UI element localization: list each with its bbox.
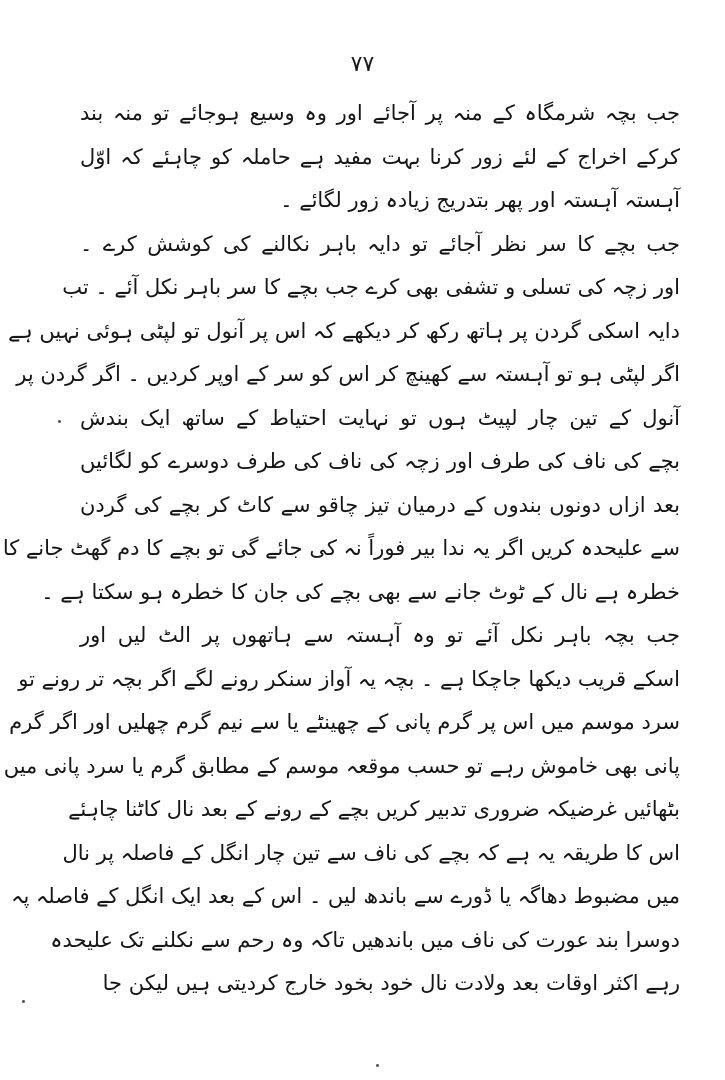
text-line: سرد موسم میں اس پر گرم پانی کے چھینٹے یا سے نیم گرم چھلیں اور اگر گرم [9,710,680,734]
scan-speck [22,1000,25,1003]
text-line: اگر لپٹی ہو تو آہستہ سے کھینچ کر اس کو سر کے اوپر کردیں ۔ اگر گردن پر [16,362,680,386]
text-line: سے علیحدہ کریں اگر یہ ندا بیر فوراً نہ کی جائے گی تو بچے کا دم گھٹ جانے کا [2,536,680,560]
text-line: کرکے اخراج کے لئے زور کرنا بہت مفید ہے حاملہ کو چاہئے کہ اوّل [80,144,680,169]
text-line: اس کا طریقہ یہ ہے کہ بچے کی ناف سے تین چار انگل کے فاصلہ پر نال [62,840,680,865]
text-line: میں مضبوط دھاگہ یا ڈورے سے باندھ لیں ۔ اس کے بعد ایک انگل کے فاصلہ پہ [11,884,680,908]
text-line: اور زچہ کی تسلی و تشفی بھی کرے جب بچے کا سر باہر نکل آئے ۔ تب [62,275,680,299]
handwritten-text-body [2,92,680,1006]
text-line: اسکے قریب دیکھا جاچکا ہے ۔ بچہ یہ آواز سنکر رونے لگے اگر بچہ تر رونے تو [18,666,680,691]
text-line: رہے اکثر اوقات بعد ولادت نال خود بخود خارج کردیتی ہیں لیکن جا [102,971,680,995]
text-line: دوسرا بند عورت کی ناف میں باندھیں تاکہ وہ رحم سے نکلنے تک علیحدہ [50,927,680,952]
text-line: جب بچہ باہر نکل آئے تو وہ آہستہ سے ہاتھوں پر الٹ لیں اور [80,623,680,647]
scan-speck [58,420,61,423]
text-line: بچے کی ناف کی طرف اور زچہ کی ناف کی طرف دوسرے کو لگائیں [80,449,680,473]
scan-speck [376,1064,379,1067]
text-line: بٹھائیں غرضیکہ ضروری تدبیر کریں بچے کے رونے کے بعد نال کاٹنا چاہئے [68,797,680,821]
page-number: ۷۷ [350,52,375,77]
text-line: آہستہ آہستہ اور پھر بتدریج زیادہ زور لگائے ۔ [280,188,680,212]
text-line: آنول کے تین چار لپیٹ ہوں تو نہایت احتیاط کے ساتھ ایک بندش [80,405,680,430]
text-line: بعد ازاں دونوں بندوں کے درمیان تیز چاقو سے کاٹ کر بچے کی گردن [80,492,680,517]
text-line: دایہ اسکی گردن پر ہاتھ رکھ کر دیکھے کہ اس پر آنول تو لپٹی ہوئی نہیں ہے [8,318,680,343]
text-line: پانی بھی خاموش رہے تو حسب موقعہ موسم کے مطابق گرم یا سرد پانی میں [3,753,680,778]
text-line: جب بچے کا سر نظر آجائے تو دایہ باہر نکالنے کی کوشش کرے ۔ [80,231,680,256]
text-line: جب بچہ شرمگاہ کے منہ پر آجائے اور وہ وسیع ہوجائے تو منہ بند [80,101,680,125]
text-line: خطرہ ہے نال کے ٹوٹ جانے سے بھی بچے کی جان کا خطرہ ہو سکتا ہے ۔ [41,579,680,604]
